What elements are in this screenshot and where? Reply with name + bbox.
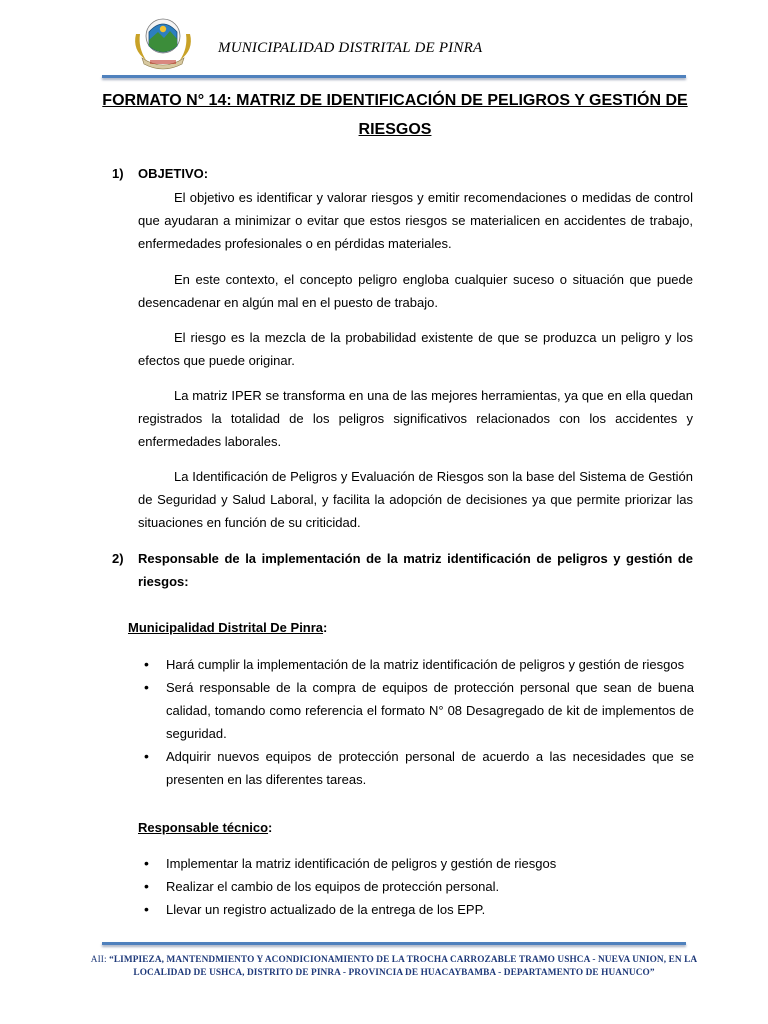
document-title: FORMATO N° 14: MATRIZ DE IDENTIFICACIÓN DE PELIGROS Y GESTIÓN DE RIESGOS <box>102 92 688 138</box>
footer-divider <box>102 942 686 945</box>
municipality-responsibilities-list <box>144 653 694 791</box>
subheading-tecnico <box>138 820 272 835</box>
list-item: • Adquirir nuevos equipos de protección personal de acuerdo a las necesidades que se presenten en las diferentes tareas. <box>144 745 694 791</box>
footer-prefix: AII: <box>90 955 110 965</box>
list-item: • Implementar la matriz identificación de peligros y gestión de riesgos <box>144 852 694 875</box>
header-title: MUNICIPALIDAD DISTRITAL DE PINRA <box>218 40 483 56</box>
header-divider <box>102 75 686 78</box>
list-item: • Llevar un registro actualizado de la entrega de los EPP. <box>144 898 694 921</box>
subheading-colon: : <box>323 620 328 635</box>
section-heading-responsable: Responsable de la implementación de la matriz identificación de peligros y gestión de riesgos: <box>138 551 693 589</box>
page-footer <box>88 954 700 980</box>
list-item: • Será responsable de la compra de equipos de protección personal que sean de buena calidad, tomando como referencia el formato N° 08 Desagregado de kit de implementos de seguridad. <box>144 676 694 745</box>
paragraph: La matriz IPER se transforma en una de las mejores herramientas, ya que en ella quedan registrados la totalidad de los peligros significativos relacionados con los accidentes y enfermedades laborales. <box>138 388 693 449</box>
technical-responsibilities-list <box>144 852 694 921</box>
subheading-label: Municipalidad Distrital De Pinra <box>128 620 324 635</box>
subheading-municipalidad <box>128 620 327 635</box>
subheading-colon: : <box>268 820 273 835</box>
subheading-label: Responsable técnico <box>138 820 269 835</box>
paragraph: La Identificación de Peligros y Evaluación de Riesgos son la base del Sistema de Gestión de Seguridad y Salud Laboral, y facilita la adopción de decisiones ya que permite priorizar las situaciones en función de su criticidad. <box>138 469 693 530</box>
paragraph: En este contexto, el concepto peligro engloba cualquier suceso o situación que puede desencadenar en algún mal en el puesto de trabajo. <box>138 272 693 310</box>
paragraph: El objetivo es identificar y valorar riesgos y emitir recomendaciones o medidas de control que ayudaran a minimizar o evitar que estos riesgos se materialicen en accidentes de trabajo, enfermedades profesionales o en pérdidas materiales. <box>138 190 693 251</box>
footer-project-title: “LIMPIEZA, MANTENDMIENTO Y ACONDICIONAMIENTO DE LA TROCHA CARROZABLE TRAMO USHCA - NUEVA UNION, EN LA LOCALIDAD DE USHCA, DISTRITO DE PINRA - PROVINCIA DE HUACAYBAMBA - DEPARTAMENTO DE HUANUCO” <box>109 955 698 978</box>
section-heading-objetivo: OBJETIVO: <box>138 166 209 181</box>
section-number: 1) <box>112 166 124 181</box>
paragraph: El riesgo es la mezcla de la probabilidad existente de que se produzca un peligro y los efectos que puede originar. <box>138 330 693 368</box>
municipal-crest-icon <box>128 12 198 74</box>
list-item: • Realizar el cambio de los equipos de protección personal. <box>144 875 694 898</box>
section-number: 2) <box>112 551 124 566</box>
list-item: • Hará cumplir la implementación de la matriz identificación de peligros y gestión de riesgos <box>144 653 694 676</box>
